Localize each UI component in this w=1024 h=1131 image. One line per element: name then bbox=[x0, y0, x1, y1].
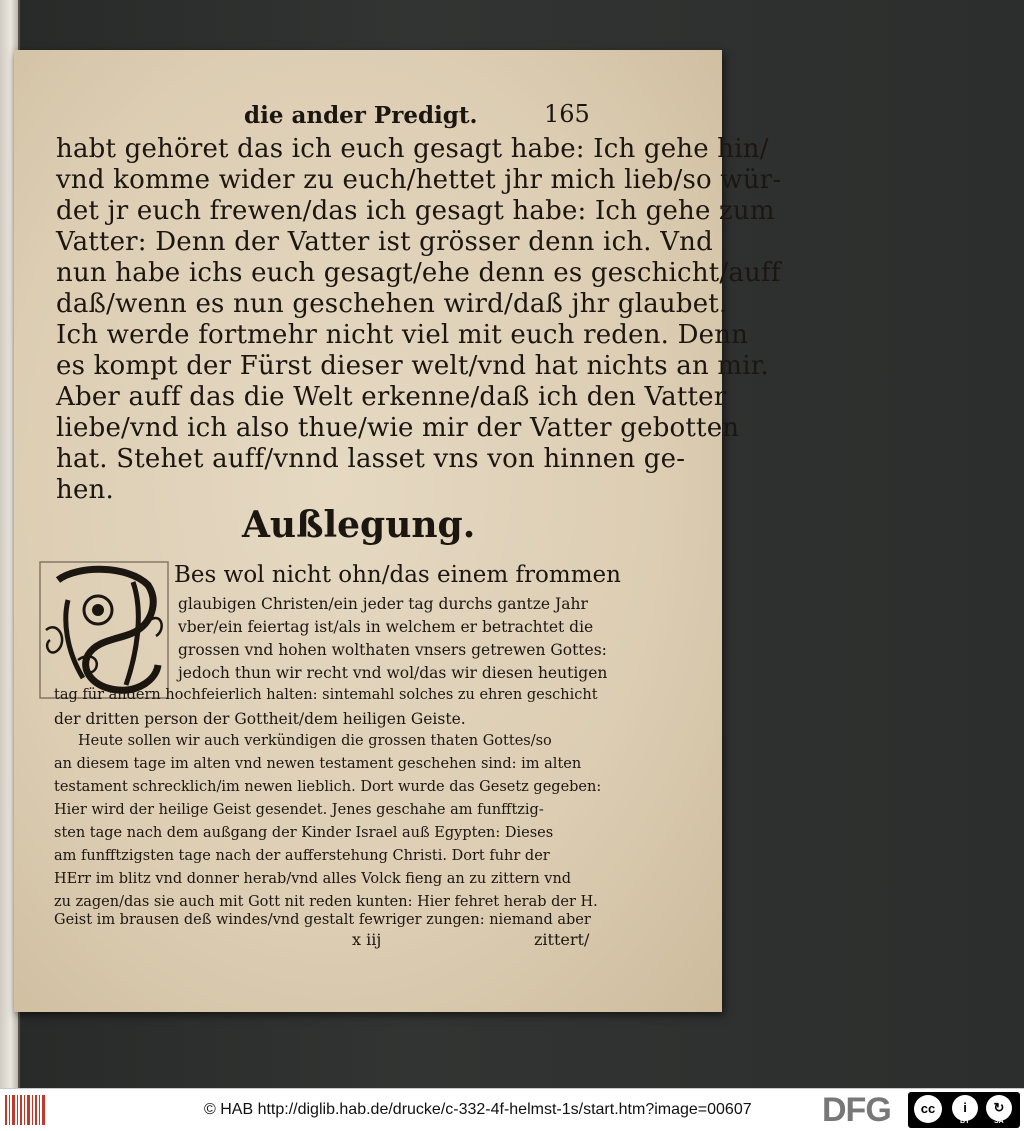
body-line: HErr im blitz vnd donner herab/vnd alles Volck fieng an zu zittern vnd bbox=[54, 871, 572, 887]
signature-mark: x iij bbox=[352, 930, 382, 949]
body-line: zu zagen/das sie auch mit Gott nit reden kunten: Hier fehret herab der H. bbox=[54, 894, 598, 910]
body-line: sten tage nach dem außgang der Kinder Israel auß Egypten: Dieses bbox=[54, 825, 554, 841]
verse-line: vnd komme wider zu euch/hettet jhr mich lieb/so wür- bbox=[56, 165, 782, 195]
body-line: Hier wird der heilige Geist gesendet. Jenes geschahe am funfftzig- bbox=[54, 802, 544, 818]
section-heading: Außlegung. bbox=[242, 504, 476, 546]
cc-license-badge[interactable] bbox=[908, 1092, 1020, 1128]
body-line: grossen vnd hohen wolthaten vnsers getrewen Gottes: bbox=[178, 641, 607, 659]
barcode-icon bbox=[4, 1093, 48, 1127]
body-line: Heute sollen wir auch verkündigen die grossen thaten Gottes/so bbox=[78, 733, 552, 749]
verse-line: liebe/vnd ich also thue/wie mir der Vatter gebotten bbox=[56, 413, 740, 443]
viewer-footer bbox=[0, 1088, 1024, 1131]
sa-label: SA bbox=[994, 1118, 1004, 1125]
verse-line: es kompt der Fürst dieser welt/vnd hat nichts an mir. bbox=[56, 351, 769, 381]
verse-line: habt gehöret das ich euch gesagt habe: Ich gehe hin/ bbox=[56, 134, 769, 164]
verse-line: nun habe ichs euch gesagt/ehe denn es geschicht/auff bbox=[56, 258, 781, 288]
dfg-logo: DFG bbox=[822, 1091, 891, 1129]
by-label: BY bbox=[960, 1118, 970, 1125]
body-line: testament schrecklich/im newen lieblich. Dort wurde das Gesetz gegeben: bbox=[54, 779, 602, 795]
body-line: der dritten person der Gottheit/dem heiligen Geiste. bbox=[54, 710, 466, 728]
body-line: glaubigen Christen/ein jeder tag durchs gantze Jahr bbox=[178, 595, 588, 613]
body-line: jedoch thun wir recht vnd wol/das wir diesen heutigen bbox=[178, 664, 608, 682]
source-credit-link[interactable]: © HAB http://diglib.hab.de/drucke/c-332-4f-helmst-1s/start.htm?image=00607 bbox=[204, 1101, 752, 1118]
running-head: die ander Predigt. bbox=[244, 102, 478, 129]
body-line: vber/ein feiertag ist/als in welchem er betrachtet die bbox=[178, 618, 594, 636]
decorated-initial-icon bbox=[38, 560, 170, 700]
page-number: 165 bbox=[544, 100, 590, 128]
body-line: Geist im brausen deß windes/vnd gestalt fewriger zungen: niemand aber bbox=[54, 912, 591, 928]
body-line: am funfftzigsten tage nach der aufferstehung Christi. Dort fuhr der bbox=[54, 848, 550, 864]
verse-line: daß/wenn es nun geschehen wird/daß jhr glaubet. bbox=[56, 289, 728, 319]
verse-line: Aber auff das die Welt erkenne/daß ich den Vatter bbox=[56, 382, 727, 412]
verse-line: Vatter: Denn der Vatter ist grösser denn ich. Vnd bbox=[56, 227, 713, 257]
verse-line: hat. Stehet auff/vnnd lasset vns von hinnen ge- bbox=[56, 444, 686, 474]
sa-icon: ↻ bbox=[986, 1095, 1012, 1121]
verse-line: det jr euch frewen/das ich gesagt habe: Ich gehe zum bbox=[56, 196, 775, 226]
body-line: Bes wol nicht ohn/das einem frommen bbox=[174, 562, 621, 588]
verse-line: Ich werde fortmehr nicht viel mit euch reden. Denn bbox=[56, 320, 749, 350]
body-line: an diesem tage im alten vnd newen testament geschehen sind: im alten bbox=[54, 756, 582, 772]
verse-line: hen. bbox=[56, 475, 114, 505]
by-icon: i bbox=[952, 1095, 978, 1121]
cc-icon: cc bbox=[914, 1095, 942, 1123]
book-page bbox=[14, 50, 782, 1012]
body-line: tag für andern hochfeierlich halten: sintemahl solches zu ehren geschicht bbox=[54, 687, 598, 703]
catchword: zittert/ bbox=[534, 930, 590, 949]
